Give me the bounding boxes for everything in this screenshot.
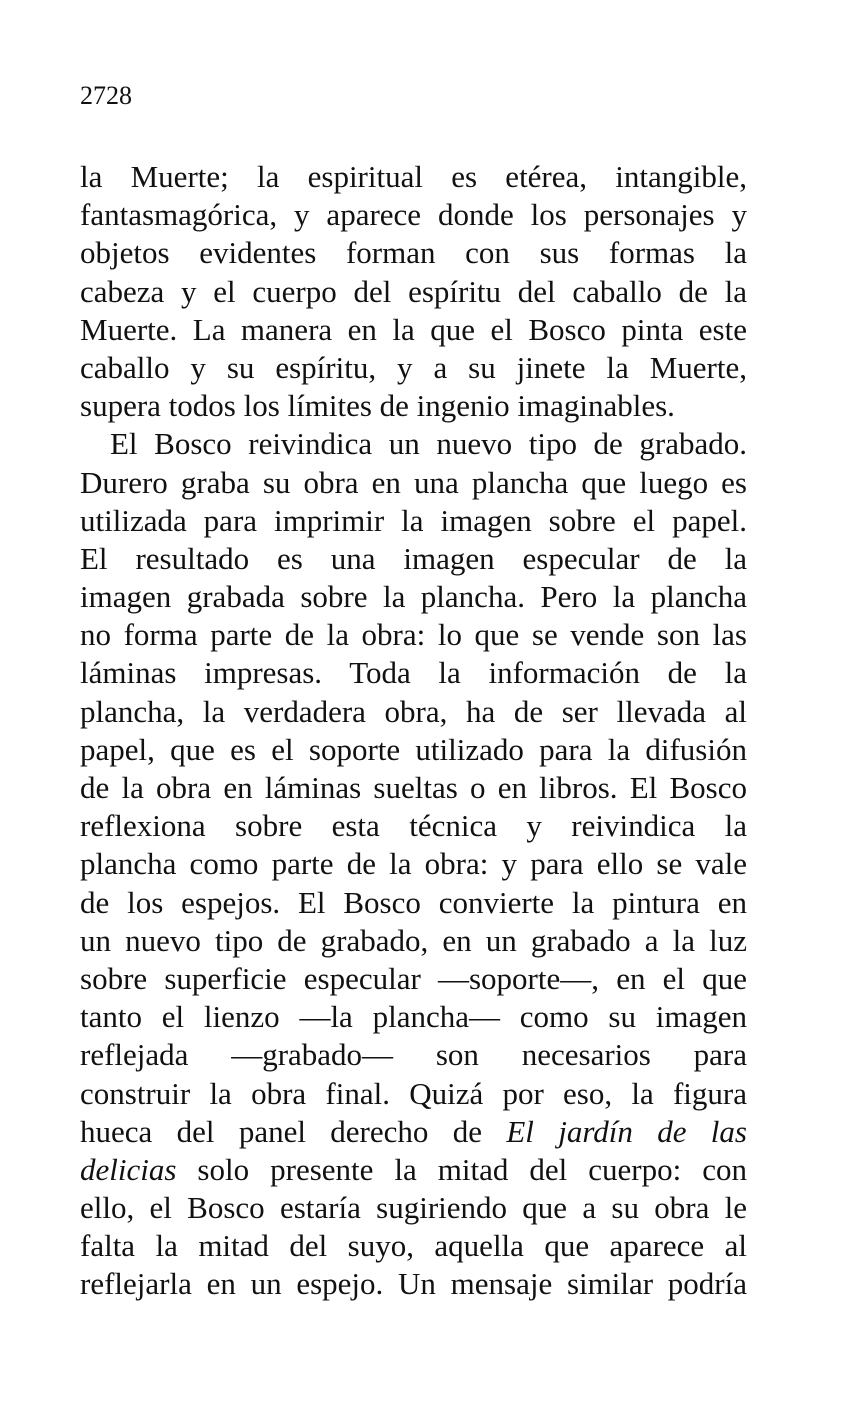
body-text xyxy=(80,158,747,1304)
italic-title: El jardín de las xyxy=(506,1113,747,1149)
text-line: fantasmagórica, y aparece donde los personajes y xyxy=(80,197,747,233)
text-line: tanto el lienzo —la plancha— como su imagen xyxy=(80,999,747,1035)
text-line: de los espejos. El Bosco convierte la pintura en xyxy=(80,884,747,920)
text-line: sobre superficie especular —soporte—, en el que xyxy=(80,960,747,996)
text-line: construir la obra final. Quizá por eso, la figura xyxy=(80,1075,747,1111)
text-line: caballo y su espíritu, y a su jinete la Muerte, xyxy=(80,349,747,385)
text-line xyxy=(80,1151,747,1189)
line-text: solo presente la mitad del cuerpo: con xyxy=(176,1151,747,1187)
text-line: El resultado es una imagen especular de la xyxy=(80,540,747,576)
text-line: reflejada —grabado— son necesarios para xyxy=(80,1037,747,1073)
text-line: Muerte. La manera en la que el Bosco pinta este xyxy=(80,311,747,347)
text-line: papel, que es el soporte utilizado para la difusión xyxy=(80,731,747,767)
text-line: utilizada para imprimir la imagen sobre el papel. xyxy=(80,502,747,538)
text-line: un nuevo tipo de grabado, en un grabado a la luz xyxy=(80,922,747,958)
italic-title: delicias xyxy=(80,1151,177,1187)
page-number: 2728 xyxy=(80,81,132,110)
paragraph-2 xyxy=(80,425,747,1303)
text-line: plancha, la verdadera obra, ha de ser llevada al xyxy=(80,693,747,729)
text-line: cabeza y el cuerpo del espíritu del caballo de la xyxy=(80,273,747,309)
text-line: falta la mitad del suyo, aquella que aparece al xyxy=(80,1228,747,1264)
paragraph-1 xyxy=(80,158,747,425)
text-line xyxy=(80,1113,747,1151)
text-line: la Muerte; la espiritual es etérea, intangible, xyxy=(80,159,747,194)
text-line: de la obra en láminas sueltas o en libros. El Bosco xyxy=(80,770,747,805)
text-line: imagen grabada sobre la plancha. Pero la plancha xyxy=(80,579,747,615)
text-line: supera todos los límites de ingenio imaginables. xyxy=(80,388,675,424)
text-line: reflexiona sobre esta técnica y reivindica la xyxy=(80,808,747,844)
text-line: láminas impresas. Toda la información de la xyxy=(80,655,747,691)
text-line: reflejarla en un espejo. Un mensaje similar podría xyxy=(80,1266,747,1302)
text-line: Durero graba su obra en una plancha que luego es xyxy=(80,464,747,500)
text-line: plancha como parte de la obra: y para ello se vale xyxy=(80,846,747,882)
text-line: El Bosco reivindica un nuevo tipo de grabado. xyxy=(110,426,747,462)
text-line: ello, el Bosco estaría sugiriendo que a su obra le xyxy=(80,1190,747,1226)
line-text: hueca del panel derecho de xyxy=(80,1113,507,1149)
text-line: objetos evidentes forman con sus formas la xyxy=(80,235,747,271)
text-line: no forma parte de la obra: lo que se vende son las xyxy=(80,617,747,653)
